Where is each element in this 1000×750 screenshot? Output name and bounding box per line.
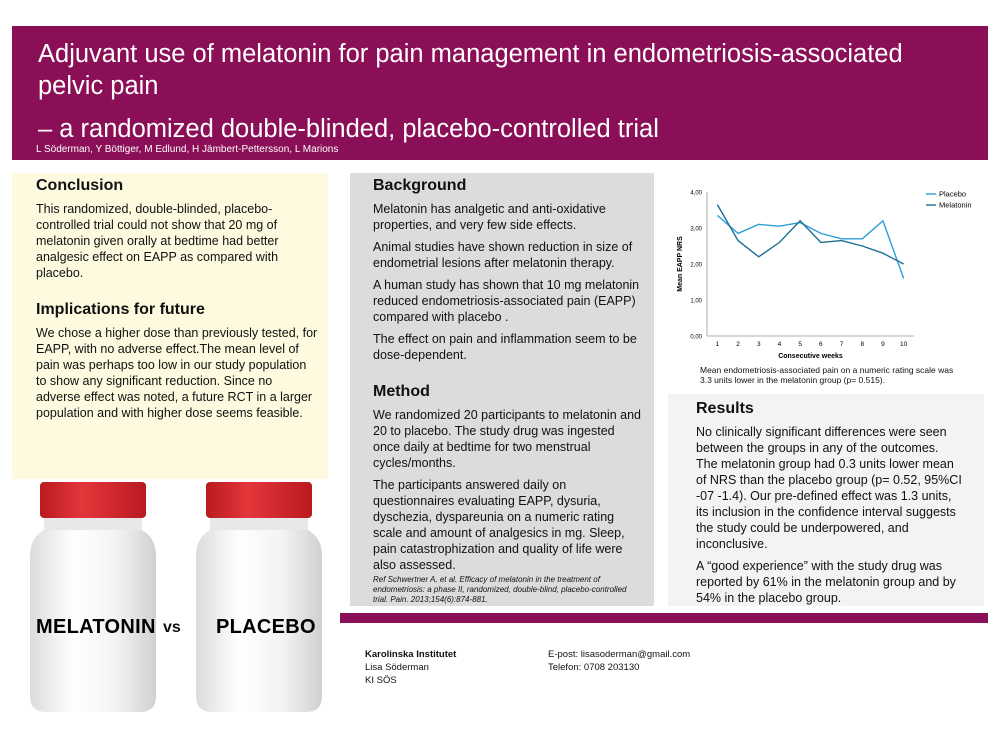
contact-unit: KI SÖS [365,675,397,686]
x-tick-label: 7 [839,341,844,348]
bottle-illustration [30,482,156,712]
footer-divider [340,613,988,623]
x-tick-label: 2 [736,341,740,348]
contact-email: E-post: lisasoderman@gmail.com [548,649,691,660]
legend-label: Melatonin [939,200,972,210]
implications-heading: Implications for future [36,301,205,318]
x-tick-label: 5 [798,341,802,348]
footer-contact-right [548,648,690,674]
results-paragraph: A “good experience” with the study drug was reported by 61% in the melatonin group and by 54% in the placebo group. [696,559,956,605]
y-tick-label: 3,00 [690,226,702,233]
poster-subtitle: – a randomized double-blinded, placebo-controlled trial [38,115,659,143]
vs-label: vs [163,619,181,636]
legend-label: Placebo [939,189,967,199]
reference-text: Ref Schwertner A, et al. Efficacy of melatonin in the treatment of endometriosis: a phase II, randomized, double-blind, placebo-controlled trial. Pain. 2013;154(6):874-881. [373,575,627,604]
background-paragraph: A human study has shown that 10 mg melatonin reduced endometriosis-associated pain (EAPP) compared with placebo . [373,278,640,324]
bottle-illustration [196,482,322,712]
x-axis-title: Consecutive weeks [778,353,843,360]
x-tick-label: 6 [819,341,823,348]
x-tick-label: 4 [777,341,782,348]
background-paragraph: Melatonin has analgetic and anti-oxidative properties, and very few side effects. [373,202,606,232]
y-tick-label: 4,00 [690,190,702,197]
series-line-melatonin [717,205,903,264]
conclusion-panel [12,173,328,479]
footer-contact-left [365,648,456,687]
y-tick-label: 2,00 [690,262,702,269]
x-tick-label: 10 [900,341,908,348]
method-heading: Method [373,383,430,400]
title-banner [12,26,988,160]
y-tick-label: 0,00 [690,334,702,341]
method-paragraph: The participants answered daily on questionnaires evaluating EAPP, dysuria, dyschezia, dyspareunia on a numeric rating scale and amount of analgesics in mg. Sleep, pain catastrophization and quality of life were also assessed. [373,478,625,572]
placebo-label: PLACEBO [216,616,316,638]
method-paragraph: We randomized 20 participants to melatonin and 20 to placebo. The study drug was ingested once daily at bedtime for two menstrual cycles/months. [373,408,641,470]
y-axis-title: Mean EAPP NRS [677,236,684,292]
x-tick-label: 8 [860,341,865,348]
conclusion-heading: Conclusion [36,177,124,194]
placebo-bottle [196,482,322,712]
y-tick-label: 1,00 [690,298,702,305]
x-tick-label: 9 [881,341,885,348]
authors: L Söderman, Y Böttiger, M Edlund, H Jämbert-Pettersson, L Marions [36,144,339,155]
chart-caption: Mean endometriosis-associated pain on a numeric rating scale was 3.3 units lower in the melatonin group (p= 0.515). [700,365,954,385]
contact-name: Lisa Söderman [365,662,429,673]
results-panel [668,394,984,606]
institution: Karolinska Institutet [365,649,457,660]
implications-text: We chose a higher dose than previously tested, for EAPP, with no adverse effect.The mean level of pain was perhaps too low in our study population to show any significant reduction. Since no adverse effect was noted, a future RCT in a larger population and with higher dose seems feasible. [36,326,318,420]
pain-chart [668,173,984,388]
background-paragraph: Animal studies have shown reduction in size of endometrial lesions after melatonin therapy. [373,240,633,270]
background-paragraph: The effect on pain and inflammation seem to be dose-dependent. [373,332,637,362]
background-heading: Background [373,177,467,194]
melatonin-bottle [30,482,156,712]
results-paragraph: No clinically significant differences were seen between the groups in any of the outcomes. The melatonin group had 0.3 units lower mean of NRS than the placebo group (p= 0.52, 95%CI -07 -1.4). Our pre-defined effect was 1.3 units, its inclusion in the confidence interval suggests the study could be underpowered, and inconclusive. [696,425,962,551]
results-heading: Results [696,400,754,417]
poster-title: Adjuvant use of melatonin for pain management in endometriosis-associated pelvic pain [38,40,903,100]
x-tick-label: 1 [715,341,720,348]
contact-phone: Telefon: 0708 203130 [548,662,640,673]
x-tick-label: 3 [756,341,761,348]
background-method-panel [350,173,654,606]
melatonin-label: MELATONIN [36,616,156,638]
conclusion-text: This randomized, double-blinded, placebo-controlled trial could not show that 20 mg of melatonin given orally at bedtime had better analgesic effect on EAPP as compared with placebo. [36,202,279,280]
